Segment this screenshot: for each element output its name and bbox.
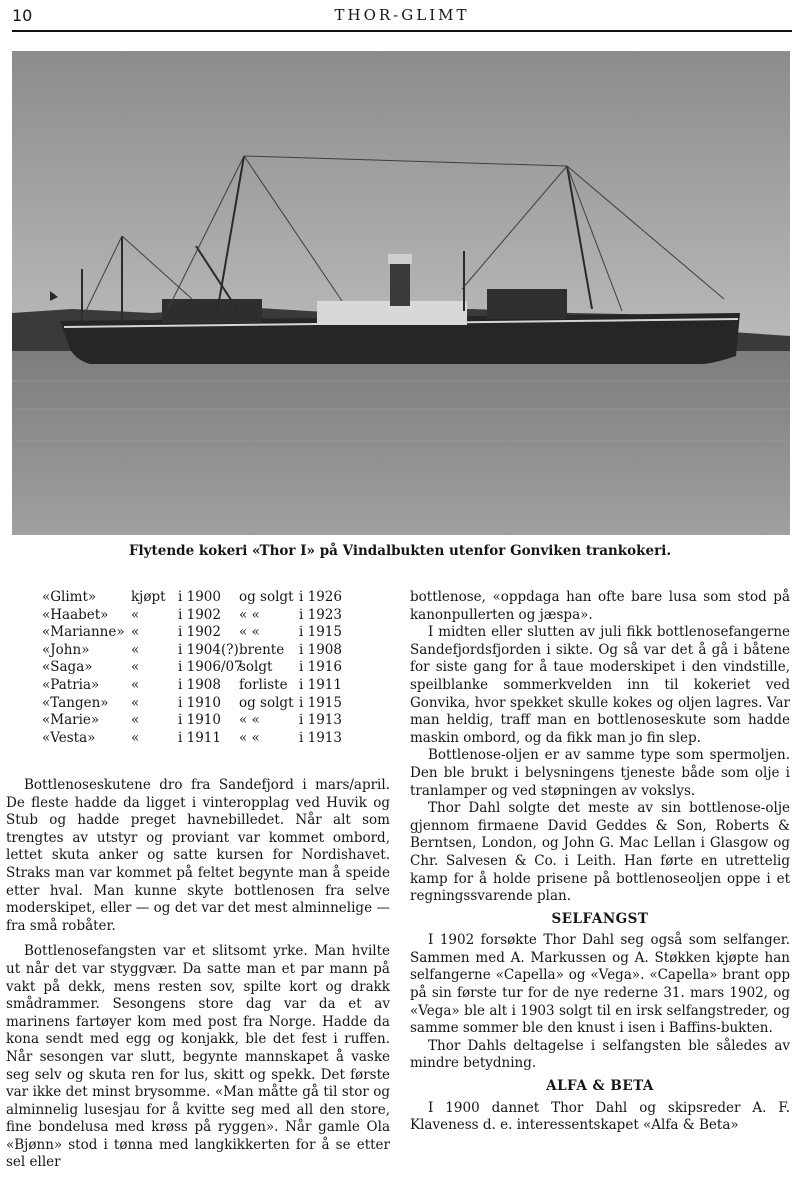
- ship-status: «: [131, 729, 140, 746]
- section-heading-selfangst: SELFANGST: [551, 910, 649, 927]
- ship-name: «Vesta»: [42, 729, 96, 746]
- ship-status: «: [131, 676, 140, 693]
- ship-name: «Marie»: [42, 712, 100, 729]
- body-paragraph: I 1900 dannet Thor Dahl og skipsreder A. F. Klaveness d. e. interessentskapet «Alfa & Beta»: [410, 1099, 790, 1134]
- ship-year-event: i 1923: [299, 606, 342, 623]
- ship-name: «Glimt»: [42, 589, 97, 605]
- ship-name: «Haabet»: [42, 606, 109, 623]
- body-paragraph: Thor Dahl solgte det meste av sin bottlenose-olje gjennom firmaene David Geddes & Son, Roberts & Berntsen, London, og John G. Mac Lellan i Glasgow og Chr. Salvesen & Co. i Leith. Han førte en utrettelig kamp for å holde prisene på bottlenoseoljen oppe i et regningssvarende plan.: [410, 800, 790, 905]
- ship-event: « «: [239, 624, 260, 641]
- ship-name: «John»: [42, 641, 90, 658]
- ship-status: «: [131, 624, 140, 641]
- ship-year-acquired: i 1910: [178, 694, 221, 711]
- ship-year-acquired: i 1911: [178, 729, 221, 746]
- ship-status: kjøpt: [131, 589, 166, 605]
- ship-status: «: [131, 641, 140, 658]
- ship-event: « «: [239, 606, 260, 623]
- ship-event: forliste: [239, 676, 288, 693]
- ship-name: «Saga»: [42, 659, 93, 676]
- ship-event: solgt: [239, 659, 273, 676]
- body-paragraph: I midten eller slutten av juli fikk bottlenosefangerne Sandefjordsfjorden i sikte. Og så var det å gå i båtene for siste gang for å taue moderskipet i den vindstille, speilblanke sommerkvelden inn til kokeriet ved Gonvika, hvor spekket skulle kokes og oljen lagres. Var man heldig, traff man en bottlenoseskute som hadde maskin ombord, og da fikk man jo fin slep.: [410, 624, 790, 746]
- left-column: [6, 777, 390, 1172]
- ship-year-acquired: i 1904(?): [178, 641, 239, 658]
- ship-year-acquired: i 1906/07: [178, 659, 243, 676]
- body-paragraph: Bottlenosefangsten var et slitsomt yrke. Man hvilte ut når det var styggvær. Da satte man et par mann på vakt på dekk, mens resten sov, spilte kort og drakk smådrammer. Sesongens store dag var da et av marinens fartøyer kom med post fra Norge. Hadde da kona sendt med egg og konjakk, ble det fest i ruffen. Når sesongen var slutt, begynte mannskapet å vaske seg selv og skuta ren for lus, skitt og spekk. Det første var ikke det minst brysomme. «Man måtte gå til stor og alminnelig lusesjau for å kvitte seg med all den store, fine bondelusa med krøss på ryggen». Når gamle Ola «Bjønn» stod i tønna med langkikkerten for å se etter sel eller: [6, 943, 390, 1171]
- ship-name: «Tangen»: [42, 694, 109, 711]
- ship-event: « «: [239, 712, 260, 729]
- ship-year-acquired: i 1910: [178, 712, 221, 729]
- ship-year-event: i 1915: [299, 624, 342, 641]
- ship-status: «: [131, 694, 140, 711]
- ship-status: «: [131, 606, 140, 623]
- ship-year-acquired: i 1902: [178, 606, 221, 623]
- ship-year-acquired: i 1900: [178, 589, 221, 605]
- ship-status: «: [131, 659, 140, 676]
- ship-year-event: i 1915: [299, 694, 342, 711]
- body-paragraph: Thor Dahls deltagelse i selfangsten ble således av mindre betydning.: [410, 1037, 790, 1072]
- ship-name: «Marianne»: [42, 624, 125, 641]
- header-rule: [12, 30, 792, 32]
- photo-caption: Flytende kokeri «Thor I» på Vindalbukten utenfor Gonviken trankokeri.: [128, 543, 672, 559]
- ship-name: «Patria»: [42, 676, 100, 693]
- ship-year-event: i 1913: [299, 729, 342, 746]
- steamship-photo: [12, 51, 790, 535]
- page-header: [12, 6, 792, 30]
- right-column: [410, 589, 790, 1135]
- ship-event: « «: [239, 729, 260, 746]
- ship-year-event: i 1911: [299, 676, 342, 693]
- body-paragraph: Bottlenose-oljen er av samme type som spermoljen. Den ble brukt i belysningens tjeneste både som olje i tranlamper og ved støpningen av vokslys.: [410, 747, 790, 799]
- ship-year-acquired: i 1908: [178, 676, 221, 693]
- running-title: THOR-GLIMT: [334, 6, 470, 24]
- continued-paragraph: bottlenose, «oppdaga han ofte bare lusa som stod på kanonpullerten og jæspa».: [410, 589, 790, 623]
- body-paragraph: Bottlenoseskutene dro fra Sandefjord i mars/april. De fleste hadde da ligget i vinteropplag ved Huvik og Stub og hadde preget havnebilledet. Når alt som trengtes av utstyr og proviant var kommet ombord, lettet skuta anker og satte kursen for Nordishavet. Straks man var kommet på feltet begynte man å speide etter hval. Man kunne skyte bottlenosen fra selve moderskipet, eller — og det var det mest alminnelige — fra små robåter.: [6, 777, 390, 934]
- ship-year-acquired: i 1902: [178, 624, 221, 641]
- section-heading-alfa-beta: ALFA & BETA: [546, 1078, 654, 1095]
- ship-event: og solgt: [239, 589, 294, 605]
- ship-year-event: i 1908: [299, 641, 342, 658]
- ship-year-event: i 1926: [299, 589, 342, 605]
- body-paragraph: I 1902 forsøkte Thor Dahl seg også som selfanger. Sammen med A. Markussen og A. Støkken kjøpte han selfangerne «Capella» og «Vega». «Capella» brant opp på sin første tur for de nye rederne 31. mars 1902, og «Vega» ble alt i 1903 solgt til en irsk selfangstreder, og samme sommer ble den knust i isen i Baffins-bukten.: [410, 932, 790, 1037]
- ship-status: «: [131, 712, 140, 729]
- ship-event: og solgt: [239, 694, 294, 711]
- page-number: 10: [12, 6, 33, 25]
- ship-year-event: i 1916: [299, 659, 342, 676]
- ship-year-event: i 1913: [299, 712, 342, 729]
- ship-event: brente: [239, 641, 285, 658]
